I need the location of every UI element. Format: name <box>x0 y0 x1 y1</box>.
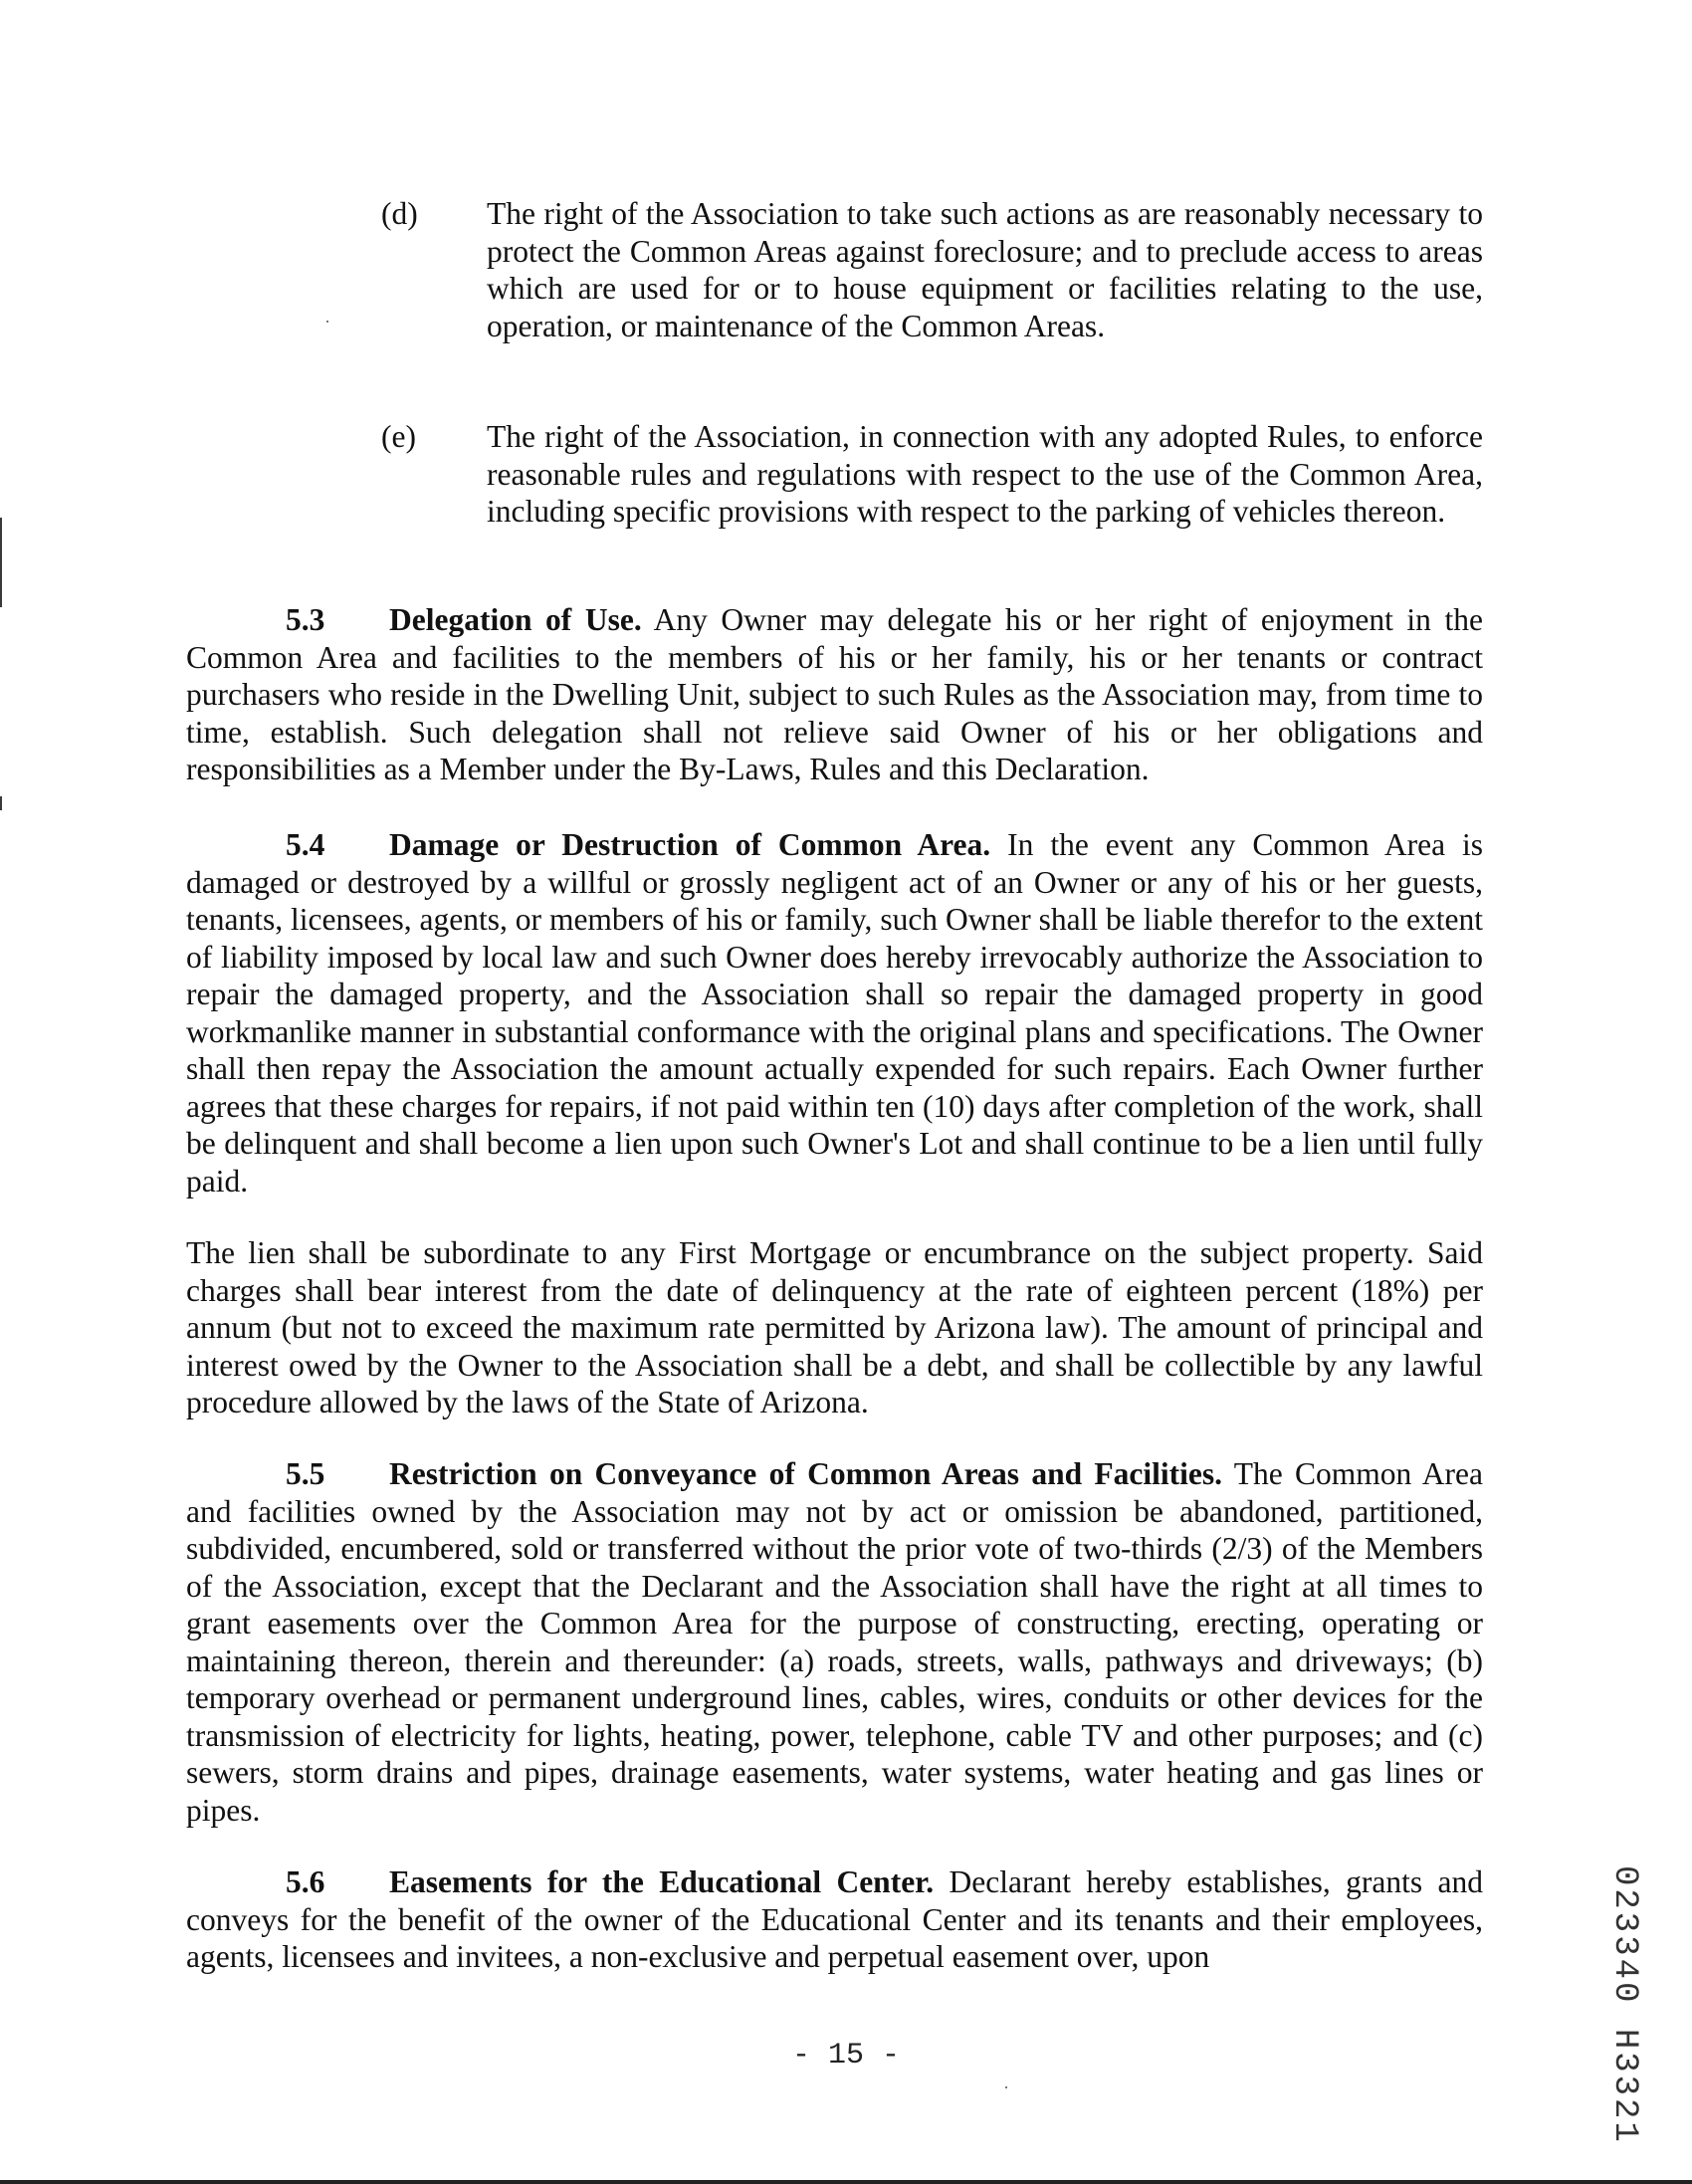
paragraph-text: The lien shall be subordinate to any First Mortgage or encumbrance on the subject property. Said charges shall bear interest from the date of delinquency at the rate of eighteen percent (18%) per annum (but not to exceed the maximum rate permitted by Arizona law). The amount of principal and interest owed by the Owner to the Association shall be a debt, and shall be collectible by any lawful procedure allowed by the laws of the State of Arizona. <box>186 1235 1483 1420</box>
section-text: Any Owner may delegate his or her right of enjoyment in the Common Area and facilities to the members of his or her family, his or her tenants or contract purchasers who reside in the Dwelling Unit, subject to such Rules as the Association may, from time to time, establish. Such delegation shall not relieve said Owner of his or her obligations and responsibilities as a Member under the By-Laws, Rules and this Declaration. <box>186 602 1483 786</box>
scan-edge-mark <box>0 518 2 607</box>
section-5-6 <box>186 1863 1483 1976</box>
section-text: The Common Area and facilities owned by the Association may not by act or omission be abandoned, partitioned, subdivided, encumbered, sold or transferred without the prior vote of two-thirds (2/3) of the Members of the Association, except that the Declarant and the Association shall have the right at all times to grant easements over the Common Area for the purpose of constructing, erecting, operating or maintaining thereon, therein and thereunder: (a) roads, streets, walls, pathways and driveways; (b) temporary overhead or permanent underground lines, cables, wires, conduits or other devices for the transmission of electricity for lights, heating, power, telephone, cable TV and other purposes; and (c) sewers, storm drains and pipes, drainage easements, water systems, water heating and gas lines or pipes. <box>186 1456 1483 1828</box>
scan-edge-mark <box>0 796 2 810</box>
subitem-text: The right of the Association to take such actions as are reasonably necessary to protect the Common Areas against foreclosure; and to preclude access to areas which are used for or to house equipment or facilities relating to the use, operation, or maintenance of the Common Areas. <box>487 196 1483 343</box>
section-number: 5.4 <box>286 827 325 862</box>
section-number: 5.3 <box>286 602 325 637</box>
section-5-3 <box>186 601 1483 788</box>
scan-speck <box>326 321 328 323</box>
section-text: In the event any Common Area is damaged or destroyed by a willful or grossly negligent act of an Owner or any of his or her guests, tenants, licensees, agents, or members of his or family, such Owner shall be liable therefor to the extent of liability imposed by local law and such Owner does hereby irrevocably authorize the Association to repair the damaged property, and the Association shall so repair the damaged property in good workmanlike manner in substantial conformance with the original plans and specifications. The Owner shall then repay the Association the amount actually expended for such repairs. Each Owner further agrees that these charges for repairs, if not paid within ten (10) days after completion of the work, shall be delinquent and shall become a lien upon such Owner's Lot and shall continue to be a lien until fully paid. <box>186 827 1484 1199</box>
section-title: Damage or Destruction of Common Area. <box>389 827 991 862</box>
scan-speck <box>1005 2086 1007 2088</box>
recording-stamp: 023340 H3321 <box>1605 1865 1643 2145</box>
subitem-label: (e) <box>381 419 416 454</box>
lien-paragraph <box>186 1234 1483 1421</box>
subitem-text: The right of the Association, in connection with any adopted Rules, to enforce reasonable rules and regulations with respect to the use of the Common Area, including specific provisions with respect to the parking of vehicles thereon. <box>487 419 1483 529</box>
subitem-label: (d) <box>381 196 418 231</box>
section-number: 5.5 <box>286 1456 325 1491</box>
section-text: Declarant hereby establishes, grants and conveys for the benefit of the owner of the Educational Center and its tenants and their employees, agents, licensees and invitees, a non-exclusive and perpetual easement over, upon <box>186 1864 1483 1974</box>
section-5-4 <box>186 826 1483 1200</box>
section-title: Delegation of Use. <box>389 602 642 637</box>
page-number: - 15 - <box>791 2039 901 2073</box>
section-title: Easements for the Educational Center. <box>389 1864 935 1899</box>
section-number: 5.6 <box>286 1864 325 1899</box>
section-5-5 <box>186 1455 1483 1829</box>
scan-bottom-edge <box>0 2180 1692 2184</box>
section-title: Restriction on Conveyance of Common Areas and Facilities. <box>389 1456 1222 1491</box>
